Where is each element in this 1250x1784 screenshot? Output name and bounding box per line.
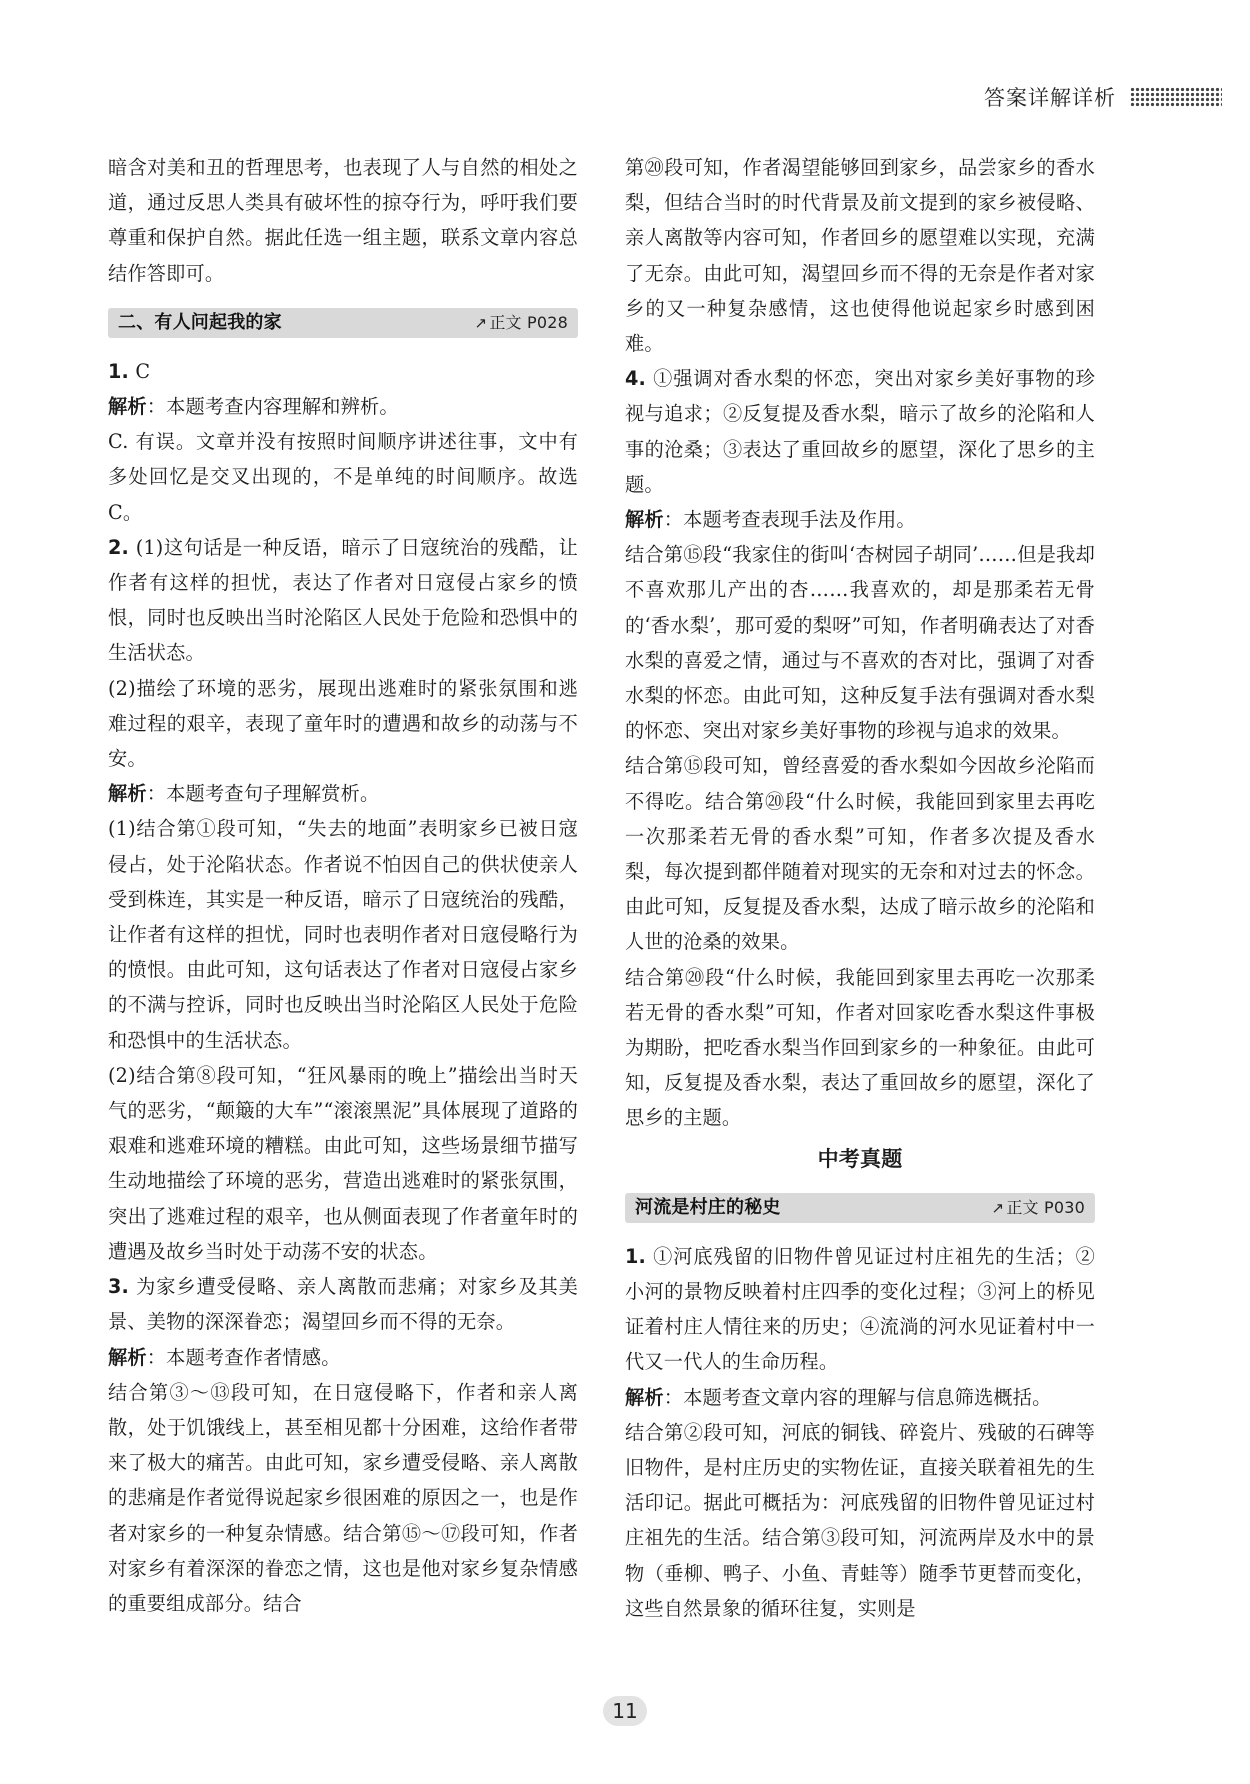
page-header	[984, 82, 1222, 112]
arrow-icon: ↗	[991, 1198, 1005, 1217]
analysis-label: 解析	[625, 508, 664, 532]
analysis-text: ：本题考查内容理解和辨析。	[146, 395, 399, 419]
paragraph: (2)结合第⑧段可知，“狂风暴雨的晚上”描绘出当时天气的恶劣，“颠簸的大车”“滚滚黑泥”具体展现了道路的艰难和逃难环境的糟糕。由此可知，这些场景细节描写生动地描绘了环境的恶劣，营造出逃难时的紧张氛围，突出了逃难过程的艰辛，也从侧面表现了作者童年时的遭遇及故乡当时处于动荡不安的状态。	[108, 1063, 578, 1263]
analysis	[108, 776, 578, 811]
section-title: 河流是村庄的秘史	[635, 1197, 781, 1219]
section-ref-text: 正文 P028	[489, 312, 568, 332]
question-number: 1.	[625, 1244, 647, 1268]
analysis-label: 解析	[108, 782, 147, 806]
right-column	[625, 150, 1095, 1626]
analysis-text: ：本题考查句子理解赏析。	[146, 782, 380, 806]
analysis	[108, 389, 578, 424]
header-dot-pattern	[1130, 87, 1222, 107]
analysis-text: ：本题考查表现手法及作用。	[663, 508, 916, 532]
answer-text: ①河底残留的旧物件曾见证过村庄祖先的生活；②小河的景物反映着村庄四季的变化过程；③河上的桥见证着村庄人情往来的历史；④流淌的河水见证着村中一代又一代人的生命历程。	[625, 1244, 1095, 1374]
section-bar	[108, 308, 578, 338]
section-page-ref	[475, 305, 568, 341]
section-heading: 中考真题	[817, 1146, 903, 1171]
paragraph: 结合第⑳段“什么时候，我能回到家里去再吃一次那柔若无骨的香水梨”可知，作者对回家吃香水梨这件事极为期盼，把吃香水梨当作回到家乡的一种象征。由此可知，反复提及香水梨，表达了重回故乡的愿望，深化了思乡的主题。	[625, 965, 1095, 1130]
analysis	[625, 1380, 1095, 1415]
paragraph: 结合第③～⑬段可知，在日寇侵略下，作者和亲人离散，处于饥饿线上，甚至相见都十分困难，这给作者带来了极大的痛苦。由此可知，家乡遭受侵略、亲人离散的悲痛是作者觉得说起家乡很困难的原因之一，也是作者对家乡的一种复杂情感。结合第⑮～⑰段可知，作者对家乡有着深深的眷恋之情，这也是他对家乡复杂情感的重要组成部分。结合	[108, 1380, 578, 1615]
analysis	[108, 1340, 578, 1375]
arrow-icon: ↗	[474, 313, 488, 332]
answer-item	[108, 530, 578, 671]
analysis-label: 解析	[108, 1345, 147, 1369]
section-bar	[625, 1193, 1095, 1223]
paragraph: 结合第⑮段“我家住的街叫‘杏树园子胡同’……但是我却不喜欢那儿产出的杏……我喜欢的，却是那柔若无骨的‘香水梨’，那可爱的梨呀”可知，作者明确表达了对香水梨的喜爱之情，通过与不喜欢的杏对比，强调了对香水梨的怀恋。由此可知，这种反复手法有强调对香水梨的怀恋、突出对家乡美好事物的珍视与追求的效果。	[625, 543, 1095, 743]
analysis-label: 解析	[108, 395, 147, 419]
left-column	[108, 150, 578, 1621]
paragraph: 第⑳段可知，作者渴望能够回到家乡，品尝家乡的香水梨，但结合当时的时代背景及前文提到的家乡被侵略、亲人离散等内容可知，作者回乡的愿望难以实现，充满了无奈。由此可知，渴望回乡而不得的无奈是作者对家乡的又一种复杂感情，这也使得他说起家乡时感到困难。	[625, 156, 1095, 356]
paragraph: (2)描绘了环境的恶劣，展现出逃难时的紧张氛围和逃难过程的艰辛，表现了童年时的遭遇和故乡的动荡与不安。	[108, 676, 578, 771]
analysis	[625, 502, 1095, 537]
header-title: 答案详解详析	[984, 86, 1116, 110]
section-page-ref	[992, 1190, 1085, 1226]
analysis-label: 解析	[625, 1385, 664, 1409]
answer-text: ①强调对香水梨的怀恋，突出对家乡美好事物的珍视与追求；②反复提及香水梨，暗示了故乡的沦陷和人事的沧桑；③表达了重回故乡的愿望，深化了思乡的主题。	[625, 367, 1095, 496]
paragraph: 结合第②段可知，河底的铜钱、碎瓷片、残破的石碑等旧物件，是村庄历史的实物佐证，直接关联着祖先的生活印记。据此可概括为：河底残留的旧物件曾见证过村庄祖先的生活。结合第③段可知，河流两岸及水中的景物（垂柳、鸭子、小鱼、青蛙等）随季节更替而变化，这些自然景象的循环往复，实则是	[625, 1420, 1095, 1620]
paragraph: (1)结合第①段可知，“失去的地面”表明家乡已被日寇侵占，处于沦陷状态。作者说不怕因自己的供状使亲人受到株连，其实是一种反语，暗示了日寇统治的残酷，让作者有这样的担忧，同时也表明作者对日寇侵略行为的愤恨。由此可知，这句话表达了作者对日寇侵占家乡的不满与控诉，同时也反映出当时沦陷区人民处于危险和恐惧中的生活状态。	[108, 817, 578, 1052]
section-title: 二、有人问起我的家	[118, 312, 282, 334]
analysis-text: ：本题考查文章内容的理解与信息筛选概括。	[663, 1385, 1052, 1409]
question-number: 2.	[108, 535, 130, 559]
paragraph: 结合第⑮段可知，曾经喜爱的香水梨如今因故乡沦陷而不得吃。结合第⑳段“什么时候，我能回到家里去再吃一次那柔若无骨的香水梨”可知，作者多次提及香水梨，每次提到都伴随着对现实的无奈和对过去的怀念。由此可知，反复提及香水梨，达成了暗示故乡的沦陷和人世的沧桑的效果。	[625, 754, 1095, 954]
page-number: 11	[603, 1696, 647, 1726]
question-number: 4.	[625, 367, 647, 391]
question-number: 1.	[108, 359, 130, 383]
section-ref-text: 正文 P030	[1006, 1197, 1085, 1217]
answer-item	[108, 354, 578, 389]
answer-item	[625, 361, 1095, 502]
analysis-text: ：本题考查作者情感。	[146, 1345, 341, 1369]
question-number: 3.	[108, 1275, 130, 1299]
paragraph: 暗含对美和丑的哲理思考，也表现了人与自然的相处之道，通过反思人类具有破坏性的掠夺行为，呼吁我们要尊重和保护自然。据此任选一组主题，联系文章内容总结作答即可。	[108, 156, 578, 285]
answer-text: C	[129, 359, 151, 383]
answer-text: 为家乡遭受侵略、亲人离散而悲痛；对家乡及其美景、美物的深深眷恋；渴望回乡而不得的无奈。	[108, 1275, 578, 1334]
paragraph: C. 有误。文章并没有按照时间顺序讲述往事，文中有多处回忆是交叉出现的，不是单纯的时间顺序。故选 C。	[108, 430, 578, 524]
answer-item	[108, 1269, 578, 1339]
answer-text: (1)这句话是一种反语，暗示了日寇统治的残酷，让作者有这样的担忧，表达了作者对日寇侵占家乡的愤恨，同时也反映出当时沦陷区人民处于危险和恐惧中的生活状态。	[108, 535, 578, 665]
answer-item	[625, 1239, 1095, 1380]
